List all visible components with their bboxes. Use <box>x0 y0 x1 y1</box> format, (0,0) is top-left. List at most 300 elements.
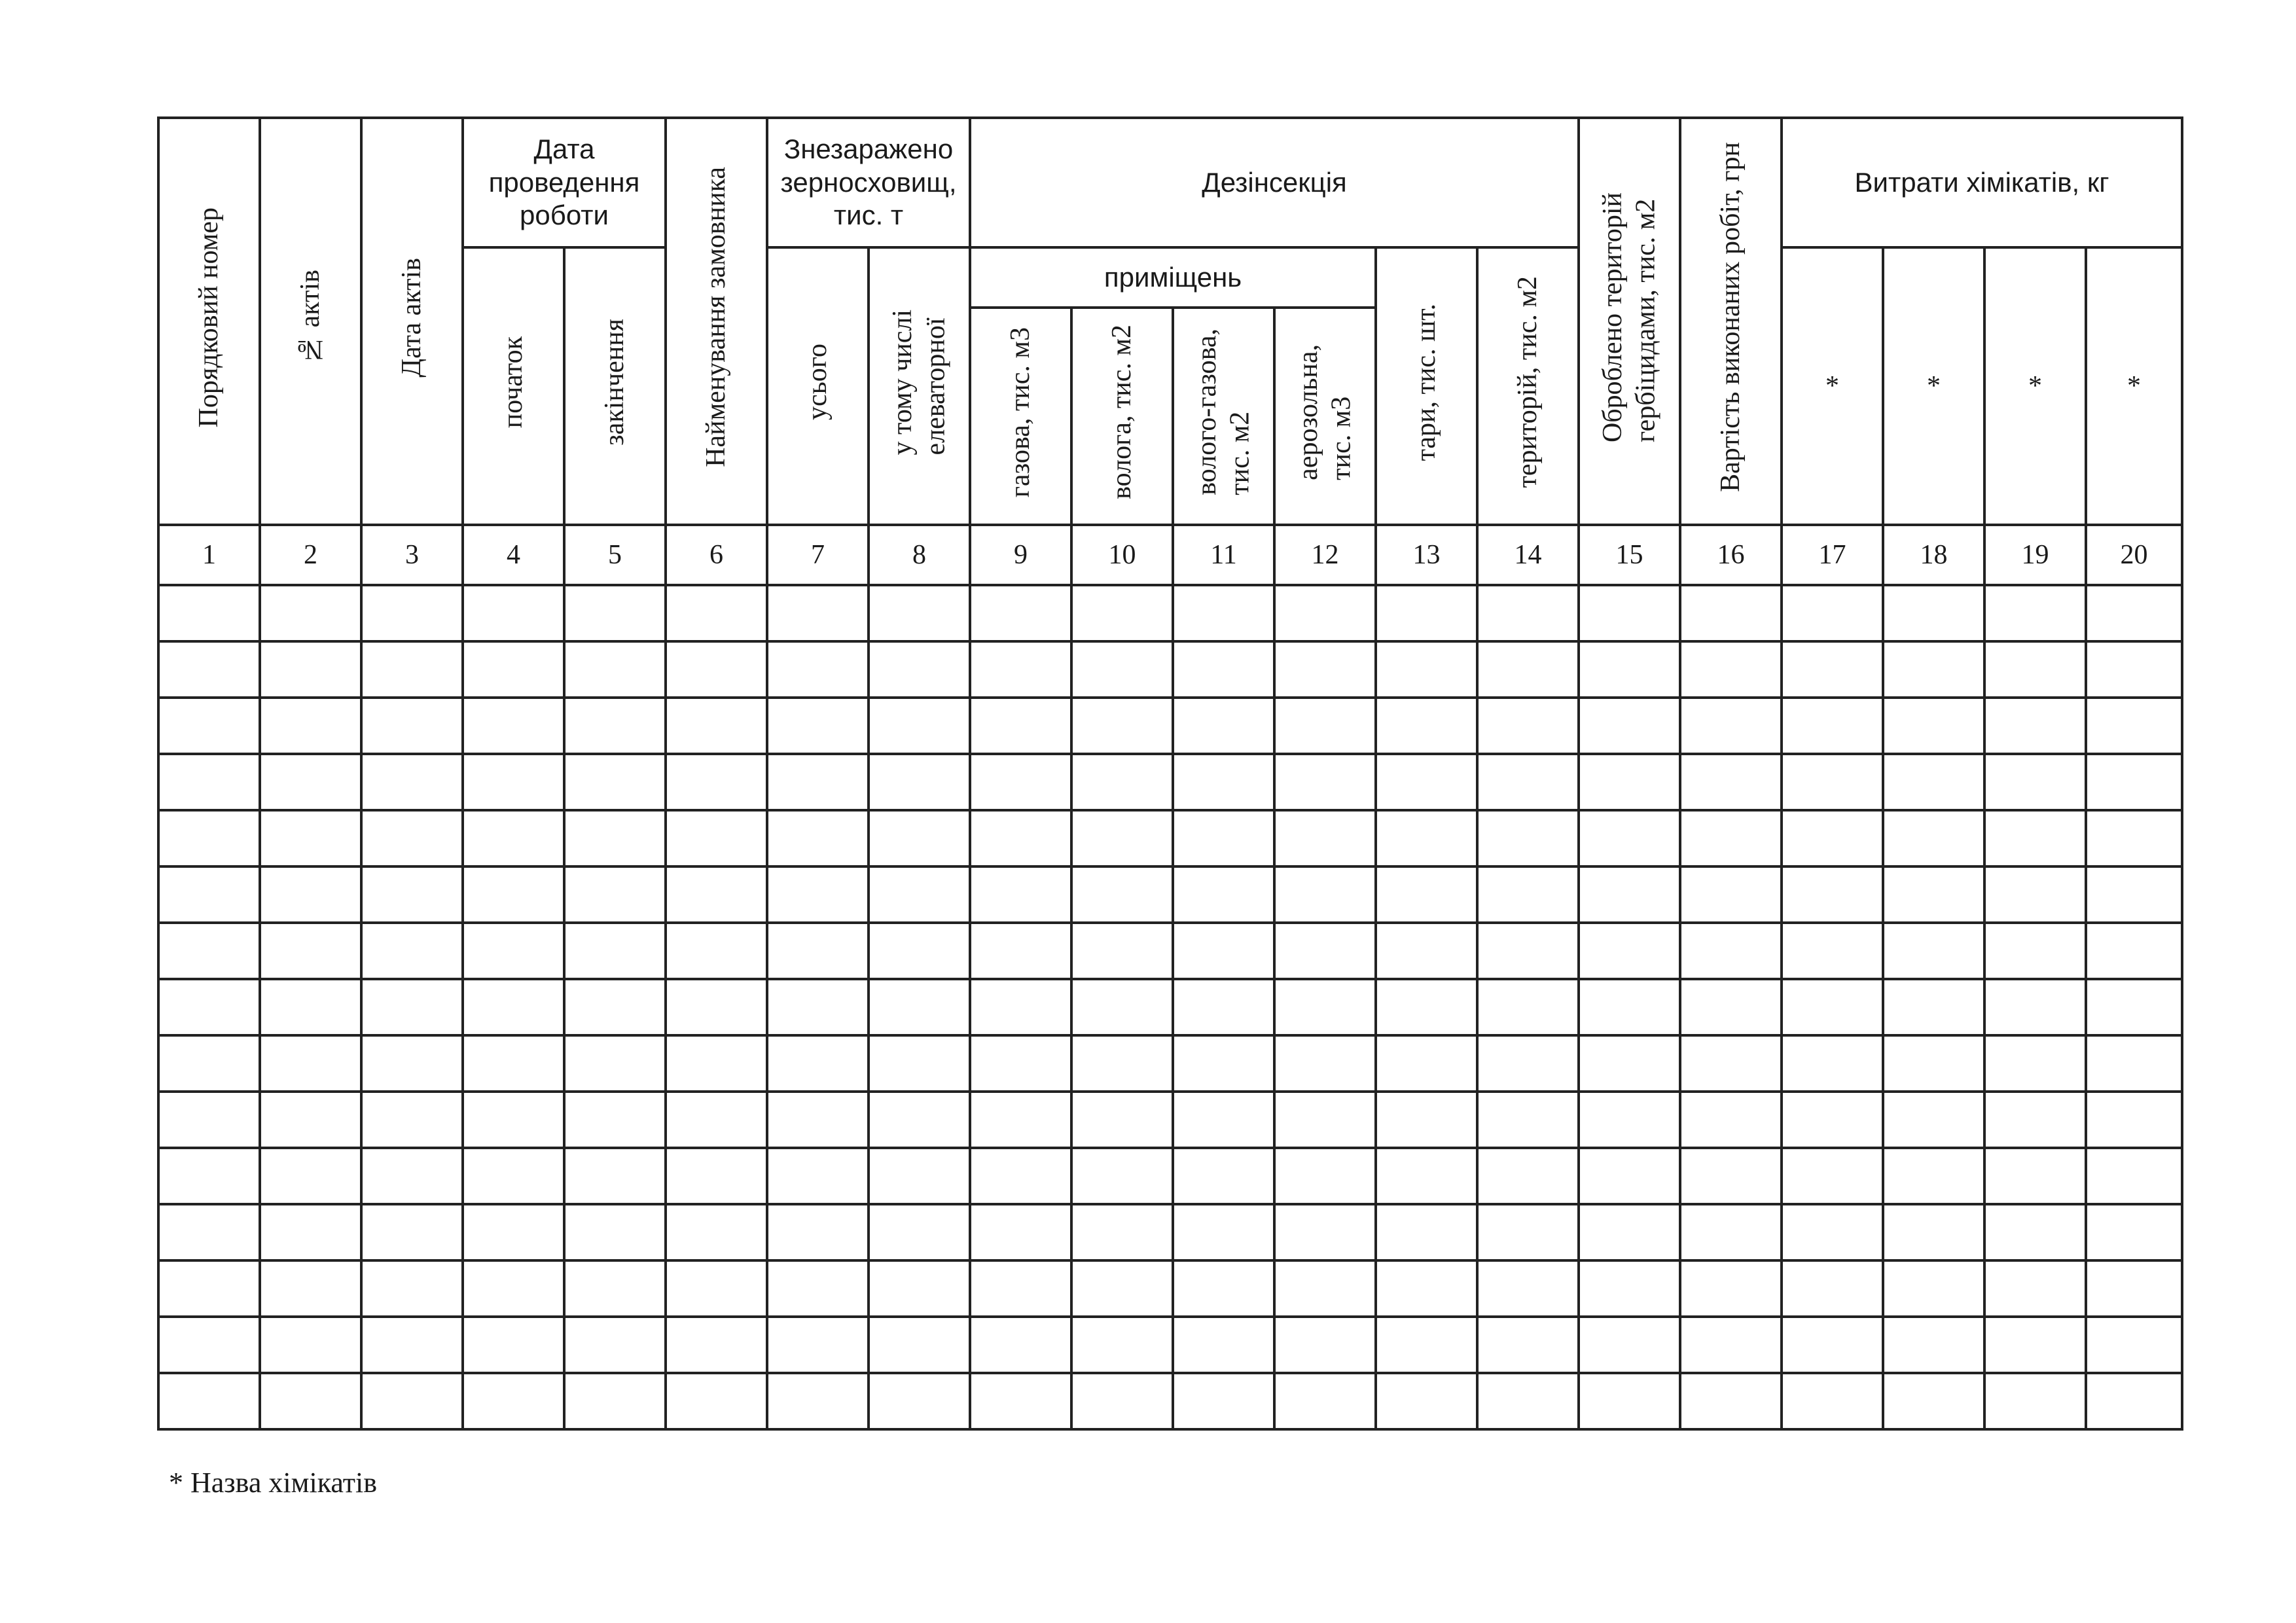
column-number-cell: 1 <box>158 525 260 585</box>
table-cell <box>260 1148 361 1204</box>
table-cell <box>1477 1317 1579 1373</box>
table-cell <box>463 1260 564 1317</box>
header-end: закінчення <box>600 318 630 446</box>
column-number-cell: 2 <box>260 525 361 585</box>
header-elevator-line2: елеваторної <box>920 317 951 455</box>
table-cell <box>1680 1260 1782 1317</box>
header-row-1 <box>158 118 2182 247</box>
table-cell <box>260 1317 361 1373</box>
table-cell <box>1376 1035 1477 1092</box>
table-cell <box>970 1148 1071 1204</box>
table-cell <box>970 1092 1071 1148</box>
table-cell <box>869 1373 970 1429</box>
table-cell <box>1984 1204 2086 1260</box>
table-cell <box>767 698 869 754</box>
table-cell <box>1579 1035 1680 1092</box>
header-gas: газова, тис. м3 <box>1005 327 1036 497</box>
table-cell <box>1477 979 1579 1035</box>
table-cell <box>361 866 463 923</box>
table-cell <box>869 585 970 641</box>
table-cell <box>1274 866 1376 923</box>
table-cell <box>1173 979 1274 1035</box>
table-cell <box>1274 1317 1376 1373</box>
table-cell <box>463 1317 564 1373</box>
table-cell <box>1579 1373 1680 1429</box>
column-number-cell: 15 <box>1579 525 1680 585</box>
table-cell <box>1883 1148 1984 1204</box>
table-cell <box>1173 810 1274 866</box>
table-cell <box>1984 1035 2086 1092</box>
table-cell <box>158 1148 260 1204</box>
column-number-cell: 14 <box>1477 525 1579 585</box>
table-cell <box>1376 698 1477 754</box>
table-cell <box>158 1035 260 1092</box>
table-cell <box>767 641 869 698</box>
table-cell <box>1984 1373 2086 1429</box>
table-cell <box>564 923 666 979</box>
disinfection-register-table <box>157 116 2183 1431</box>
header-territories: територій, тис. м2 <box>1513 276 1543 488</box>
header-herbicide-territory <box>1596 192 1662 442</box>
table-cell <box>463 1204 564 1260</box>
header-cell-work-cost <box>1680 118 1782 525</box>
table-cell <box>666 1092 767 1148</box>
table-cell <box>1782 585 1883 641</box>
table-cell <box>1376 1373 1477 1429</box>
header-work-date-group: Дата проведення роботи <box>488 134 640 231</box>
table-cell <box>1579 866 1680 923</box>
table-cell <box>970 810 1071 866</box>
table-cell <box>158 1260 260 1317</box>
table-cell <box>158 754 260 810</box>
header-chemicals-group: Витрати хімікатів, кг <box>1854 166 2109 198</box>
header-disinsection-group: Дезінсекція <box>1202 166 1347 198</box>
table-cell <box>666 698 767 754</box>
header-start: початок <box>498 336 529 428</box>
header-cell-wet <box>1071 308 1173 525</box>
table-row <box>158 1148 2182 1204</box>
table-cell <box>463 979 564 1035</box>
header-chemical-2: * <box>1927 370 1941 401</box>
table-cell <box>767 585 869 641</box>
table-cell <box>463 641 564 698</box>
table-cell <box>361 1260 463 1317</box>
table-cell <box>869 1148 970 1204</box>
table-cell <box>1376 810 1477 866</box>
table-cell <box>970 1035 1071 1092</box>
table-cell <box>1883 1317 1984 1373</box>
table-cell <box>970 1373 1071 1429</box>
header-elevator-line1: у тому числі <box>888 309 918 455</box>
table-cell <box>260 866 361 923</box>
table-cell <box>1579 1260 1680 1317</box>
table-cell <box>1680 1035 1782 1092</box>
table-cell <box>1173 1035 1274 1092</box>
table-cell <box>2086 1035 2182 1092</box>
table-cell <box>1274 1373 1376 1429</box>
table-cell <box>1376 923 1477 979</box>
table-cell <box>1782 866 1883 923</box>
table-cell <box>1274 698 1376 754</box>
column-number-cell: 9 <box>970 525 1071 585</box>
table-cell <box>1883 641 1984 698</box>
table-cell <box>767 1148 869 1204</box>
table-cell <box>767 1204 869 1260</box>
table-cell <box>564 1092 666 1148</box>
table-cell <box>666 585 767 641</box>
table-cell <box>1071 641 1173 698</box>
table-cell <box>1883 923 1984 979</box>
table-cell <box>260 1204 361 1260</box>
header-herbicide-territory-line2: гербіцидами, тис. м2 <box>1630 198 1661 442</box>
table-cell <box>2086 979 2182 1035</box>
table-cell <box>361 1204 463 1260</box>
table-cell <box>564 1035 666 1092</box>
header-cell-act-date <box>361 118 463 525</box>
table-cell <box>564 1373 666 1429</box>
table-cell <box>361 1373 463 1429</box>
header-chemical-1: * <box>1825 370 1840 401</box>
table-cell <box>2086 1317 2182 1373</box>
header-elevator <box>886 310 952 455</box>
table-cell <box>158 979 260 1035</box>
table-cell <box>564 1260 666 1317</box>
table-cell <box>463 585 564 641</box>
table-cell <box>361 1317 463 1373</box>
table-cell <box>1579 585 1680 641</box>
header-cell-chemical-3 <box>1984 247 2086 525</box>
table-cell <box>361 754 463 810</box>
table-cell <box>1071 698 1173 754</box>
table-cell <box>1173 1260 1274 1317</box>
table-row <box>158 810 2182 866</box>
table-row <box>158 1035 2182 1092</box>
table-cell <box>767 810 869 866</box>
header-customer-name: Найменування замовника <box>701 167 732 468</box>
column-number-cell: 13 <box>1376 525 1477 585</box>
table-row <box>158 979 2182 1035</box>
table-cell <box>1173 1317 1274 1373</box>
table-cell <box>1071 754 1173 810</box>
header-cell-territories <box>1477 247 1579 525</box>
table-cell <box>1782 1035 1883 1092</box>
header-wet-gas-line1: волого-газова, <box>1192 329 1223 496</box>
table-cell <box>2086 641 2182 698</box>
table-cell <box>1376 585 1477 641</box>
table-cell <box>564 1204 666 1260</box>
table-cell <box>260 923 361 979</box>
header-act-date: Дата актів <box>397 257 427 378</box>
table-cell <box>2086 1204 2182 1260</box>
table-cell <box>1173 641 1274 698</box>
table-cell <box>1782 641 1883 698</box>
table-cell <box>260 979 361 1035</box>
table-cell <box>1782 1317 1883 1373</box>
table-cell <box>869 810 970 866</box>
table-cell <box>666 1317 767 1373</box>
table-cell <box>1680 1317 1782 1373</box>
column-number-cell: 4 <box>463 525 564 585</box>
table-cell <box>1984 698 2086 754</box>
table-row <box>158 1092 2182 1148</box>
table-cell <box>361 641 463 698</box>
table-row <box>158 866 2182 923</box>
column-number-cell: 11 <box>1173 525 1274 585</box>
header-cell-containers <box>1376 247 1477 525</box>
header-cell-start <box>463 247 564 525</box>
table-cell <box>260 1373 361 1429</box>
table-cell <box>1680 698 1782 754</box>
table-cell <box>564 585 666 641</box>
table-cell <box>1782 979 1883 1035</box>
table-cell <box>463 810 564 866</box>
header-aerosol-line1: аерозольна, <box>1293 344 1324 480</box>
table-cell <box>1173 866 1274 923</box>
table-row <box>158 754 2182 810</box>
table-cell <box>970 1317 1071 1373</box>
table-cell <box>463 866 564 923</box>
table-cell <box>260 1092 361 1148</box>
table-cell <box>361 1092 463 1148</box>
table-cell <box>1173 754 1274 810</box>
table-cell <box>1173 1092 1274 1148</box>
table-cell <box>1071 1204 1173 1260</box>
table-cell <box>767 1260 869 1317</box>
table-cell <box>260 810 361 866</box>
header-aerosol <box>1292 344 1358 480</box>
table-cell <box>1071 1092 1173 1148</box>
table-cell <box>1173 1148 1274 1204</box>
table-cell <box>1883 1373 1984 1429</box>
table-cell <box>158 641 260 698</box>
table-cell <box>1173 1204 1274 1260</box>
table-cell <box>361 923 463 979</box>
table-cell <box>1477 923 1579 979</box>
table-cell <box>2086 810 2182 866</box>
table-cell <box>1376 1260 1477 1317</box>
table-cell <box>1477 1204 1579 1260</box>
table-cell <box>767 1035 869 1092</box>
table-cell <box>1782 1148 1883 1204</box>
table-cell <box>564 698 666 754</box>
column-number-cell: 6 <box>666 525 767 585</box>
table-cell <box>1071 1148 1173 1204</box>
table-cell <box>1477 810 1579 866</box>
column-number-cell: 17 <box>1782 525 1883 585</box>
table-cell <box>1984 1092 2086 1148</box>
table-cell <box>666 754 767 810</box>
table-cell <box>564 810 666 866</box>
table-cell <box>463 1148 564 1204</box>
header-premises-group: приміщень <box>1103 261 1242 293</box>
table-row <box>158 1373 2182 1429</box>
table-cell <box>767 1373 869 1429</box>
header-storage-group: Знезаражено зерносховищ, тис. т <box>780 134 957 231</box>
table-cell <box>1883 1260 1984 1317</box>
table-cell <box>1376 979 1477 1035</box>
table-cell <box>1680 1204 1782 1260</box>
table-cell <box>564 1148 666 1204</box>
table-cell <box>1579 1204 1680 1260</box>
table-cell <box>1984 866 2086 923</box>
table-cell <box>1984 585 2086 641</box>
table-cell <box>869 1260 970 1317</box>
table-cell <box>1680 754 1782 810</box>
table-cell <box>970 1204 1071 1260</box>
column-number-cell: 3 <box>361 525 463 585</box>
table-cell <box>1071 866 1173 923</box>
table-cell <box>1883 979 1984 1035</box>
table-cell <box>2086 923 2182 979</box>
header-containers: тари, тис. шт. <box>1411 303 1442 461</box>
header-serial-number: Порядковий номер <box>194 207 224 428</box>
column-number-cell: 16 <box>1680 525 1782 585</box>
table-cell <box>463 923 564 979</box>
table-cell <box>869 923 970 979</box>
table-cell <box>1883 866 1984 923</box>
table-cell <box>463 1373 564 1429</box>
table-cell <box>1579 1148 1680 1204</box>
table-cell <box>1680 585 1782 641</box>
table-cell <box>1274 1148 1376 1204</box>
table-cell <box>1477 585 1579 641</box>
register-sheet <box>157 116 2181 1431</box>
table-cell <box>1274 923 1376 979</box>
header-chemical-3: * <box>2028 370 2043 401</box>
table-cell <box>1680 1092 1782 1148</box>
table-cell <box>1579 1092 1680 1148</box>
column-number-cell: 12 <box>1274 525 1376 585</box>
table-cell <box>2086 1092 2182 1148</box>
table-cell <box>970 585 1071 641</box>
table-cell <box>869 1092 970 1148</box>
table-cell <box>361 810 463 866</box>
table-cell <box>564 754 666 810</box>
table-row <box>158 641 2182 698</box>
header-cell-serial-number <box>158 118 260 525</box>
table-cell <box>869 698 970 754</box>
table-cell <box>1579 1317 1680 1373</box>
table-cell <box>970 641 1071 698</box>
table-cell <box>1782 923 1883 979</box>
table-cell <box>1376 866 1477 923</box>
table-cell <box>1883 1092 1984 1148</box>
table-cell <box>970 1260 1071 1317</box>
table-cell <box>970 979 1071 1035</box>
header-cell-wet-gas <box>1173 308 1274 525</box>
table-cell <box>463 698 564 754</box>
table-cell <box>158 585 260 641</box>
table-cell <box>158 1373 260 1429</box>
table-cell <box>1274 1035 1376 1092</box>
table-cell <box>1071 1035 1173 1092</box>
header-act-number: № актів <box>295 270 326 365</box>
table-cell <box>1680 641 1782 698</box>
header-cell-elevator <box>869 247 970 525</box>
table-cell <box>158 1204 260 1260</box>
column-number-cell: 8 <box>869 525 970 585</box>
table-cell <box>361 1148 463 1204</box>
table-cell <box>158 698 260 754</box>
table-cell <box>767 754 869 810</box>
header-cell-chemical-2 <box>1883 247 1984 525</box>
table-cell <box>666 1260 767 1317</box>
table-cell <box>1477 1373 1579 1429</box>
table-cell <box>767 1317 869 1373</box>
header-wet-gas <box>1191 329 1257 495</box>
table-cell <box>970 754 1071 810</box>
table-row <box>158 923 2182 979</box>
table-cell <box>767 1092 869 1148</box>
table-cell <box>564 641 666 698</box>
table-cell <box>1984 810 2086 866</box>
table-cell <box>1680 1373 1782 1429</box>
table-cell <box>2086 1148 2182 1204</box>
column-number-cell: 5 <box>564 525 666 585</box>
table-cell <box>1680 979 1782 1035</box>
header-chemical-4: * <box>2127 370 2142 401</box>
table-cell <box>970 866 1071 923</box>
table-cell <box>463 1092 564 1148</box>
table-cell <box>869 1204 970 1260</box>
table-cell <box>1071 1260 1173 1317</box>
table-cell <box>1274 979 1376 1035</box>
table-cell <box>1477 641 1579 698</box>
table-row <box>158 1204 2182 1260</box>
table-cell <box>361 1035 463 1092</box>
table-cell <box>1984 923 2086 979</box>
table-cell <box>260 698 361 754</box>
table-cell <box>1883 585 1984 641</box>
table-cell <box>666 979 767 1035</box>
table-cell <box>260 1260 361 1317</box>
table-cell <box>2086 1373 2182 1429</box>
table-cell <box>666 923 767 979</box>
header-cell-disinsection-group <box>970 118 1579 247</box>
table-cell <box>463 1035 564 1092</box>
header-cell-premises-group <box>970 247 1376 308</box>
table-cell <box>260 1035 361 1092</box>
table-cell <box>2086 585 2182 641</box>
table-cell <box>1984 641 2086 698</box>
table-cell <box>361 979 463 1035</box>
table-cell <box>1984 1148 2086 1204</box>
table-cell <box>1782 1092 1883 1148</box>
table-cell <box>2086 754 2182 810</box>
table-cell <box>2086 866 2182 923</box>
table-row <box>158 1317 2182 1373</box>
column-numbers-row <box>158 525 2182 585</box>
header-cell-act-number <box>260 118 361 525</box>
table-cell <box>869 641 970 698</box>
table-cell <box>869 866 970 923</box>
column-number-cell: 20 <box>2086 525 2182 585</box>
table-cell <box>564 1317 666 1373</box>
table-cell <box>1883 698 1984 754</box>
table-cell <box>158 810 260 866</box>
header-cell-chemical-1 <box>1782 247 1883 525</box>
table-cell <box>1782 698 1883 754</box>
table-cell <box>1579 810 1680 866</box>
table-cell <box>1680 1148 1782 1204</box>
table-cell <box>1477 1148 1579 1204</box>
table-cell <box>1984 754 2086 810</box>
table-cell <box>1680 866 1782 923</box>
column-number-cell: 7 <box>767 525 869 585</box>
table-cell <box>1071 585 1173 641</box>
table-cell <box>1071 1317 1173 1373</box>
table-cell <box>361 585 463 641</box>
